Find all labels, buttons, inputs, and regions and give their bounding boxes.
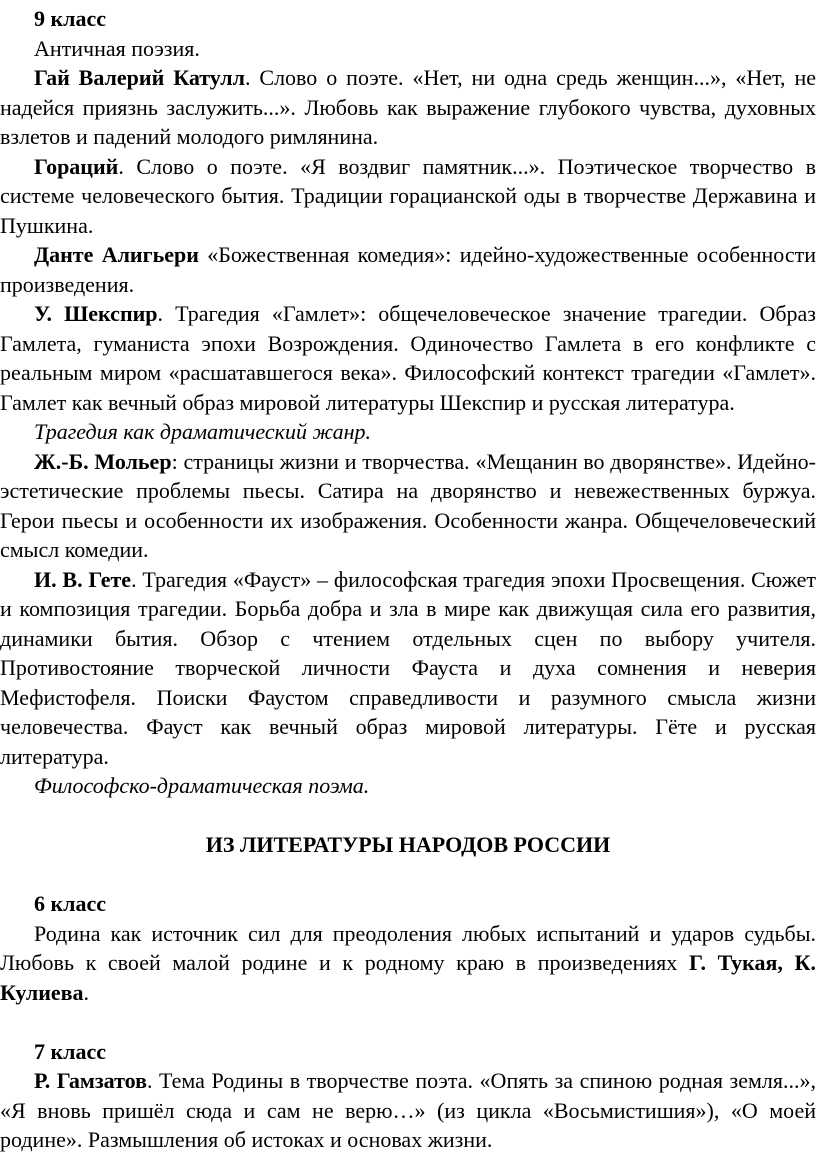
paragraph-grade-6 [0,919,816,1008]
document-page [0,4,816,1155]
paragraph-dante [0,240,816,299]
text-grade-6-end: . [83,979,90,1005]
spacer [0,1007,816,1037]
text-dante: «Божественная комедия»: идейно-художественные особенности произведения. [0,242,816,297]
note-shakespeare: Трагедия как драматический жанр. [34,419,372,444]
paragraph-moliere [0,447,816,565]
author-catullus: Гай Валерий Катулл [34,65,245,90]
author-dante: Данте Алигьери [34,242,199,267]
paragraph-horace [0,152,816,241]
topic-antique-poetry: Античная поэзия. [34,35,200,61]
text-gamzatov: . Тема Родины в творчестве поэта. «Опять за спиною родная земля...», «Я вновь пришёл сюда и сам не верю…» (из цикла «Восьмистишия»), «О моей родине». Размышления об истоках и основах жизни. [0,1068,816,1152]
author-goethe: И. В. Гете [34,566,132,592]
grade-7-title: 7 класс [34,1038,107,1064]
grade-6-title: 6 класс [34,891,107,916]
text-goethe: . Трагедия «Фауст» – философская трагедия эпохи Просвещения. Сюжет и композиция трагедии. Борьба добра и зла в мире как движущая сила его развития, динамики бытия. Обзор с чтением отдельных сцен по выбору учителя. Противостояние творческой личности Фауста и духа сомнения и неверия Мефистофеля. Поиски Фаустом справедливости и разумного смысла жизни человечества. Фауст как вечный образ мировой литературы. Гёте и русская литература. [0,566,816,769]
text-shakespeare: . Трагедия «Гамлет»: общечеловеческое значение трагедии. Образ Гамлета, гуманиста эпохи Возрождения. Одиночество Гамлета в его конфликте с реальным миром «расшатавшегося века». Философский контекст трагедии «Гамлет». Гамлет как вечный образ мировой литературы Шекспир и русская литература. [0,301,816,415]
paragraph-goethe [0,565,816,772]
authors-grade-6: Г. Тукая, К. Кулиева [0,950,816,1005]
text-horace: . Слово о поэте. «Я воздвиг памятник...». Поэтическое творчество в системе человеческого бытия. Традиции горацианской оды в творчестве Державина и Пушкина. [0,153,816,238]
grade-9-title: 9 класс [34,6,107,31]
spacer [0,860,816,890]
note-goethe: Философско-драматическая поэма. [34,773,370,798]
text-catullus: . Слово о поэте. «Нет, ни одна средь женщин...», «Нет, не надейся приязнь заслужить...». Любовь как выражение глубокого чувства, духовных взлетов и падений молодого римлянина. [0,65,816,149]
paragraph-catullus [0,63,816,152]
author-gamzatov: Р. Гамзатов [34,1068,147,1093]
text-moliere: : страницы жизни и творчества. «Мещанин во дворянстве». Идейно-эстетические проблемы пьесы. Сатира на дворянство и невежественных буржуа. Герои пьесы и особенности их изображения. Особенности жанра. Общечеловеческий смысл комедии. [0,448,816,562]
author-moliere: Ж.-Б. Мольер [34,448,172,474]
text-grade-6: Родина как источник сил для преодоления любых испытаний и ударов судьбы. Любовь к своей малой родине и к родному краю в произведениях [0,920,816,975]
section-heading: ИЗ ЛИТЕРАТУРЫ НАРОДОВ РОССИИ [205,832,611,857]
author-shakespeare: У. Шекспир [34,301,158,326]
paragraph-gamzatov [0,1066,816,1155]
spacer [0,801,816,831]
paragraph-shakespeare [0,299,816,417]
author-horace: Гораций [34,153,119,179]
